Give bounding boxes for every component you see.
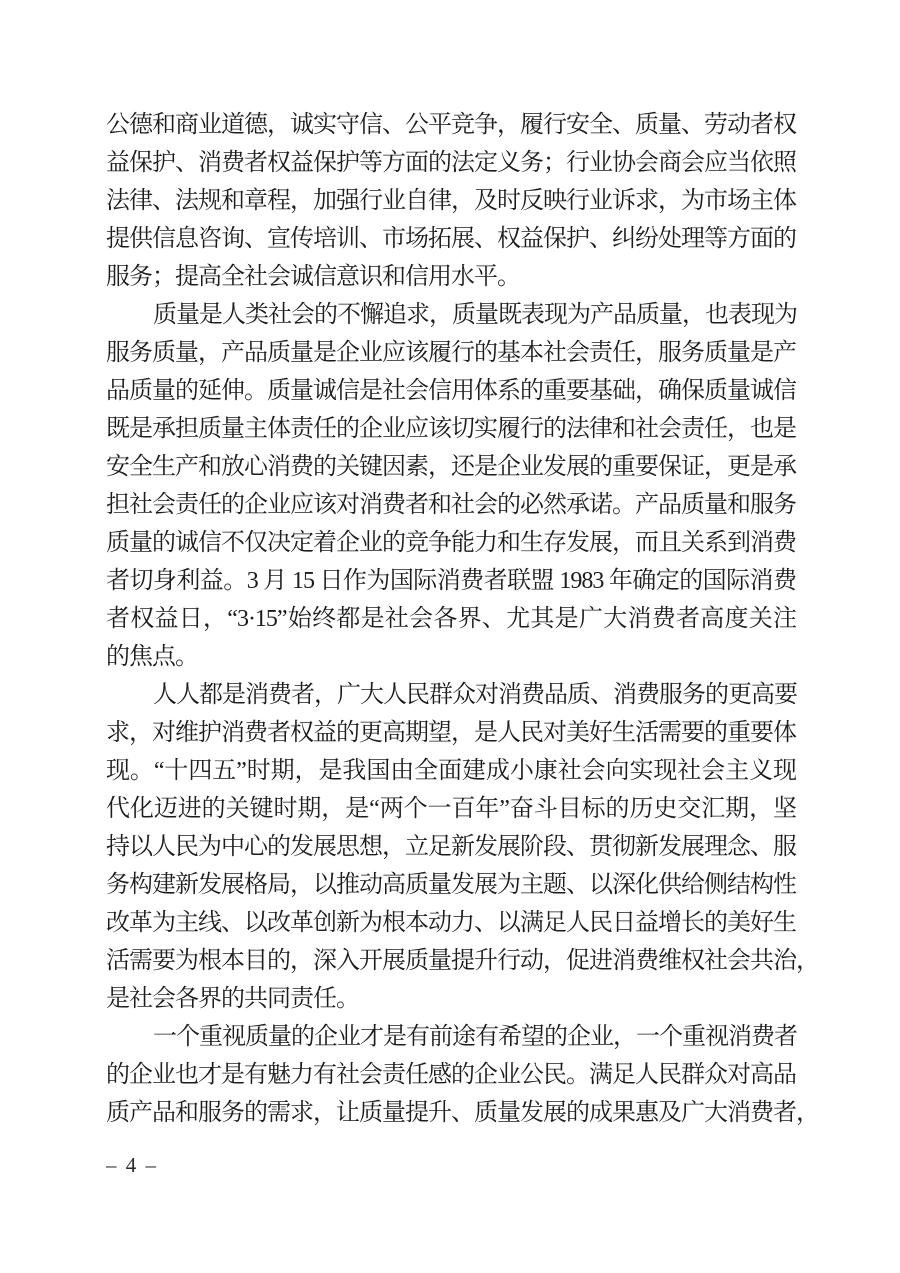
text-line: 活需要为根本目的，深入开展质量提升行动，促进消费维权社会共治， <box>106 948 819 974</box>
page-number: – 4 – <box>106 1153 158 1177</box>
text-line: 担社会责任的企业应该对消费者和社会的必然承诺。产品质量和服务 <box>106 492 796 518</box>
text-line: 公德和商业道德，诚实守信、公平竞争，履行安全、质量、劳动者权 <box>106 112 796 138</box>
text-line: 品质量的延伸。质量诚信是社会信用体系的重要基础，确保质量诚信 <box>106 378 796 404</box>
text-line: 者切身利益。3 月 15 日作为国际消费者联盟 1983 年确定的国际消费 <box>106 568 796 594</box>
text-line: 务构建新发展格局，以推动高质量发展为主题、以深化供给侧结构性 <box>106 872 796 898</box>
text-line: 代化迈进的关键时期，是“两个一百年”奋斗目标的历史交汇期，坚 <box>106 796 796 822</box>
text-line: 改革为主线、以改革创新为根本动力、以满足人民日益增长的美好生 <box>106 910 796 936</box>
document-body <box>106 106 819 1132</box>
text-line: 质产品和服务的需求，让质量提升、质量发展的成果惠及广大消费者， <box>106 1100 819 1126</box>
text-line: 安全生产和放心消费的关键因素，还是企业发展的重要保证，更是承 <box>106 454 796 480</box>
text-line: 益保护、消费者权益保护等方面的法定义务；行业协会商会应当依照 <box>106 150 796 176</box>
text-line: 一个重视质量的企业才是有前途有希望的企业，一个重视消费者 <box>153 1024 797 1050</box>
text-line: 的企业也才是有魅力有社会责任感的企业公民。满足人民群众对高品 <box>106 1062 796 1088</box>
paragraph-4 <box>106 1018 819 1132</box>
text-line: 法律、法规和章程，加强行业自律，及时反映行业诉求，为市场主体 <box>106 188 796 214</box>
text-line: 服务；提高全社会诚信意识和信用水平。 <box>106 264 520 290</box>
text-line: 持以人民为中心的发展思想，立足新发展阶段、贯彻新发展理念、服 <box>106 834 796 860</box>
text-line: 质量的诚信不仅决定着企业的竞争能力和生存发展，而且关系到消费 <box>106 530 796 556</box>
text-line: 提供信息咨询、宣传培训、市场拓展、权益保护、纠纷处理等方面的 <box>106 226 796 252</box>
text-line: 的焦点。 <box>106 644 198 670</box>
paragraph-1 <box>106 106 796 296</box>
paragraph-3 <box>106 676 819 1018</box>
text-line: 是社会各界的共同责任。 <box>106 986 359 1012</box>
text-line: 服务质量，产品质量是企业应该履行的基本社会责任，服务质量是产 <box>106 340 796 366</box>
text-line: 质量是人类社会的不懈追求，质量既表现为产品质量，也表现为 <box>153 302 797 328</box>
text-line: 既是承担质量主体责任的企业应该切实履行的法律和社会责任，也是 <box>106 416 796 442</box>
text-line: 人人都是消费者，广大人民群众对消费品质、消费服务的更高要 <box>153 682 797 708</box>
text-line: 求，对维护消费者权益的更高期望，是人民对美好生活需要的重要体 <box>106 720 796 746</box>
text-line: 者权益日，“3·15”始终都是社会各界、尤其是广大消费者高度关注 <box>106 606 796 632</box>
paragraph-2 <box>106 296 796 676</box>
text-line: 现。“十四五”时期，是我国由全面建成小康社会向实现社会主义现 <box>106 758 796 784</box>
